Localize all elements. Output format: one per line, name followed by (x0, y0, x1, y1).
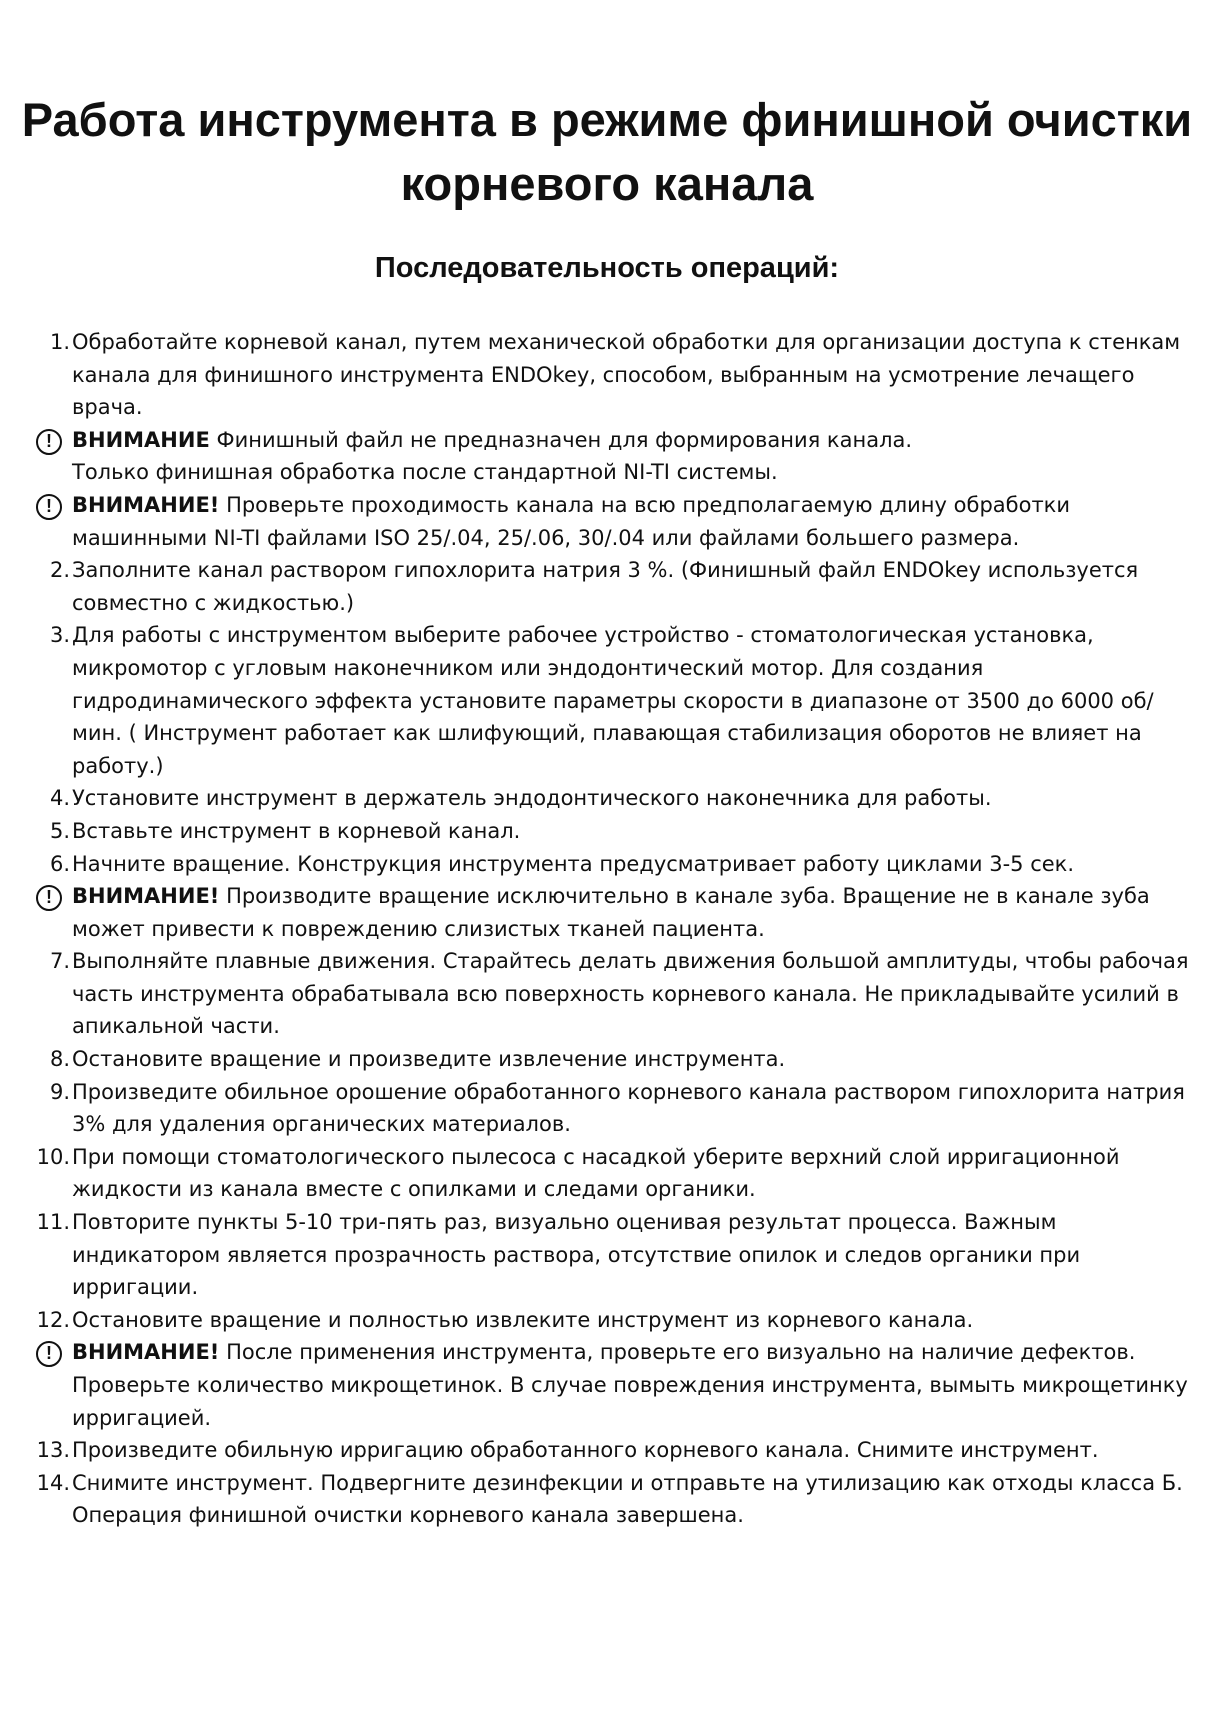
step-item (0, 619, 1214, 782)
step-item (0, 945, 1214, 1043)
step-number: 14. (36, 1470, 70, 1495)
step-item (0, 815, 1214, 848)
step-item (0, 1467, 1214, 1532)
page-title: Работа инструмента в режиме финишной очистки корневого канала (21, 93, 1193, 210)
step-text: Произведите обильное орошение обработанного корневого канала раствором гипохлорита натрия 3% для удаления органических материалов. (72, 1079, 1185, 1137)
step-text: Выполняйте плавные движения. Старайтесь делать движения большой амплитуды, чтобы рабочая часть инструмента обрабатывала всю поверхность корневого канала. Не прикладывайте усилий в апикальной части. (72, 949, 1189, 1039)
step-text: Остановите вращение и полностью извлеките инструмент из корневого канала. (72, 1307, 974, 1332)
warning-text: Финишный файл не предназначен для формирования канала. (209, 427, 913, 452)
section-subtitle: Последовательность операций: (374, 252, 840, 284)
step-item (0, 1076, 1214, 1141)
step-text: Вставьте инструмент в корневой канал. (72, 818, 521, 843)
step-number: 9. (49, 1079, 70, 1104)
step-text: При помощи стоматологического пылесоса с насадкой уберите верхний слой ирригационной жидкости из канала вместе с опилками и следами органики. (72, 1144, 1120, 1202)
step-number: 3. (49, 623, 70, 648)
step-item (0, 326, 1214, 424)
warning-label: ВНИМАНИЕ! (72, 492, 220, 517)
warning-label: ВНИМАНИЕ (72, 427, 210, 452)
step-item (0, 782, 1214, 815)
step-item (0, 554, 1214, 619)
step-text: Обработайте корневой канал, путем механической обработки для организации доступа к стенкам канала для финишного инструмента ENDOkey, способом, выбранным на усмотрение лечащего врача. (72, 330, 1181, 420)
step-text: Повторите пункты 5-10 три-пять раз, визуально оценивая результат процесса. Важным индикатором является прозрачность раствора, отсутствие опилок и следов органики при ирригации. (72, 1210, 1081, 1300)
warning-label: ВНИМАНИЕ! (72, 884, 220, 909)
step-number: 7. (49, 949, 70, 974)
step-number: 11. (36, 1210, 70, 1235)
step-text: Для работы с инструментом выберите рабочее устройство - стоматологическая установка, микромотор с угловым наконечником или эндодонтический мотор. Для создания гидродинамического эффекта установите параметры скорости в диапазоне от 3500 до 6000 об/мин. ( Инструмент работает как шлифующий, плавающая стабилизация оборотов не влияет на работу.) (72, 623, 1154, 778)
warning-item (0, 489, 1214, 554)
exclamation-icon: ! (36, 885, 62, 911)
warning-text: Проверьте проходимость канала на всю предполагаемую длину обработки машинными NI-TI файлами ISO 25/.04, 25/.06, 30/.04 или файлами большего размера. (72, 492, 1071, 550)
step-number: 8. (49, 1047, 70, 1072)
step-number: 4. (49, 786, 70, 811)
step-number: 2. (49, 558, 70, 583)
warning-item (0, 880, 1214, 945)
warning-item (0, 1336, 1214, 1434)
warning-label: ВНИМАНИЕ! (72, 1340, 220, 1365)
step-item (0, 1043, 1214, 1076)
step-item (0, 848, 1214, 881)
step-item (0, 1141, 1214, 1206)
step-text: Начните вращение. Конструкция инструмента предусматривает работу циклами 3-5 сек. (72, 851, 1075, 876)
step-number: 13. (36, 1438, 70, 1463)
step-item (0, 1206, 1214, 1304)
step-number: 12. (36, 1307, 70, 1332)
step-number: 5. (49, 818, 70, 843)
operations-list (0, 326, 1214, 1532)
step-number: 6. (49, 851, 70, 876)
step-number: 1. (49, 330, 70, 354)
warning-item (0, 424, 1214, 489)
step-text: Остановите вращение и произведите извлечение инструмента. (72, 1047, 786, 1072)
step-number: 10. (36, 1144, 70, 1169)
step-item (0, 1434, 1214, 1467)
warning-text: Производите вращение исключительно в канале зуба. Вращение не в канале зуба может привести к повреждению слизистых тканей пациента. (72, 884, 1150, 941)
exclamation-icon: ! (36, 494, 62, 520)
step-text: Снимите инструмент. Подвергните дезинфекции и отправьте на утилизацию как отходы класса Б. Операция финишной очистки корневого канала завершена. (72, 1470, 1183, 1528)
exclamation-icon: ! (36, 429, 62, 455)
step-text: Установите инструмент в держатель эндодонтического наконечника для работы. (72, 786, 992, 811)
step-text: Заполните канал раствором гипохлорита натрия 3 %. (Финишный файл ENDOkey используется совместно с жидкостью.) (72, 558, 1139, 615)
step-text: Произведите обильную ирригацию обработанного корневого канала. Снимите инструмент. (72, 1438, 1099, 1463)
exclamation-icon: ! (36, 1341, 62, 1367)
warning-text-continued: Только финишная обработка после стандартной NI-TI системы. (72, 460, 778, 485)
step-item (0, 1304, 1214, 1337)
warning-text: После применения инструмента, проверьте его визуально на наличие дефектов. Проверьте количество микрощетинок. В случае повреждения инструмента, вымыть микрощетинку ирригацией. (72, 1340, 1188, 1430)
